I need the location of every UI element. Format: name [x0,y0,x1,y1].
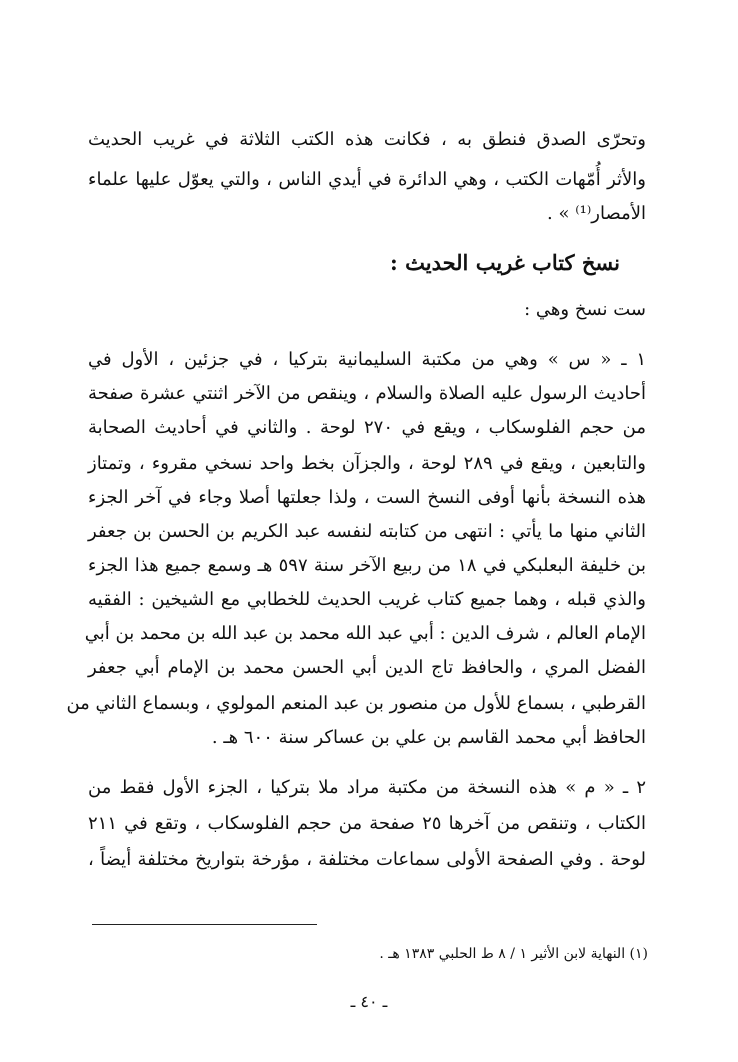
section-heading: نسخ كتاب غريب الحديث : [390,250,620,275]
paragraph-line: أحاديث الرسول عليه الصلاة والسلام ، وينقص من الآخر اثنتي عشرة صفحة [88,383,646,404]
paragraph-line: والذي قبله ، وهما جميع كتاب غريب الحديث للخطابي مع الشيخين : الفقيه [88,589,646,610]
paragraph-line: لوحة . وفي الصفحة الأولى سماعات مختلفة ، مؤرخة بتواريخ مختلفة أيضاً ، [88,849,646,870]
paragraph-line: هذه النسخة بأنها أوفى النسخ الست ، ولذا جعلتها أصلا وجاء في آخر الجزء [88,487,646,508]
footnote-divider [92,924,317,925]
intro-line: والأثر أُمّهات الكتب ، وهي الدائرة في أيدي الناس ، والتي يعوّل عليها علماء [88,169,646,190]
paragraph-line: والتابعين ، ويقع في ٢٨٩ لوحة ، والجزآن بخط واحد نسخي مقروء ، وتمتاز [88,453,646,474]
section-subheading: ست نسخ وهي : [524,299,646,320]
paragraph-line: الثاني منها ما يأتي : انتهى من كتابته لنفسه عبد الكريم بن الحسن بن جعفر [88,521,646,542]
paragraph-line: الفضل المري ، والحافظ تاج الدين أبي الحسن محمد بن الإمام أبي جعفر [88,657,646,678]
intro-line: وتحرّى الصدق فنطق به ، فكانت هذه الكتب الثلاثة في غريب الحديث [88,129,646,150]
paragraph-line: ٢ ـ « م » هذه النسخة من مكتبة مراد ملا بتركيا ، الجزء الأول فقط من [88,777,646,798]
paragraph-line: القرطبي ، بسماع للأول من منصور بن عبد المنعم المولوي ، وبسماع الثاني من [66,693,646,714]
page-number: ـ ٤٠ ـ [350,992,388,1011]
paragraph-line: بن خليفة البعلبكي في ١٨ من ربيع الآخر سنة ٥٩٧ هـ وسمع جميع هذا الجزء [88,555,647,576]
intro-line: الأمصار⁽¹⁾ » . [547,203,646,224]
paragraph-line: من حجم الفلوسكاب ، ويقع في ٢٧٠ لوحة . والثاني في أحاديث الصحابة [88,417,646,438]
footnote: (١) النهاية لابن الأثير ١ / ٨ ط الحلبي ١٣٨٣ هـ . [379,946,648,962]
paragraph-line: ١ ـ « س » وهي من مكتبة السليمانية بتركيا ، في جزئين ، الأول في [88,349,646,370]
paragraph-line: الإمام العالم ، شرف الدين : أبي عبد الله محمد بن عبد الله بن محمد بن أبي [84,623,646,644]
paragraph-line: الكتاب ، وتنقص من آخرها ٢٥ صفحة من حجم الفلوسكاب ، وتقع في ٢١١ [88,813,646,834]
paragraph-line: الحافظ أبي محمد القاسم بن علي بن عساكر سنة ٦٠٠ هـ . [211,727,646,748]
